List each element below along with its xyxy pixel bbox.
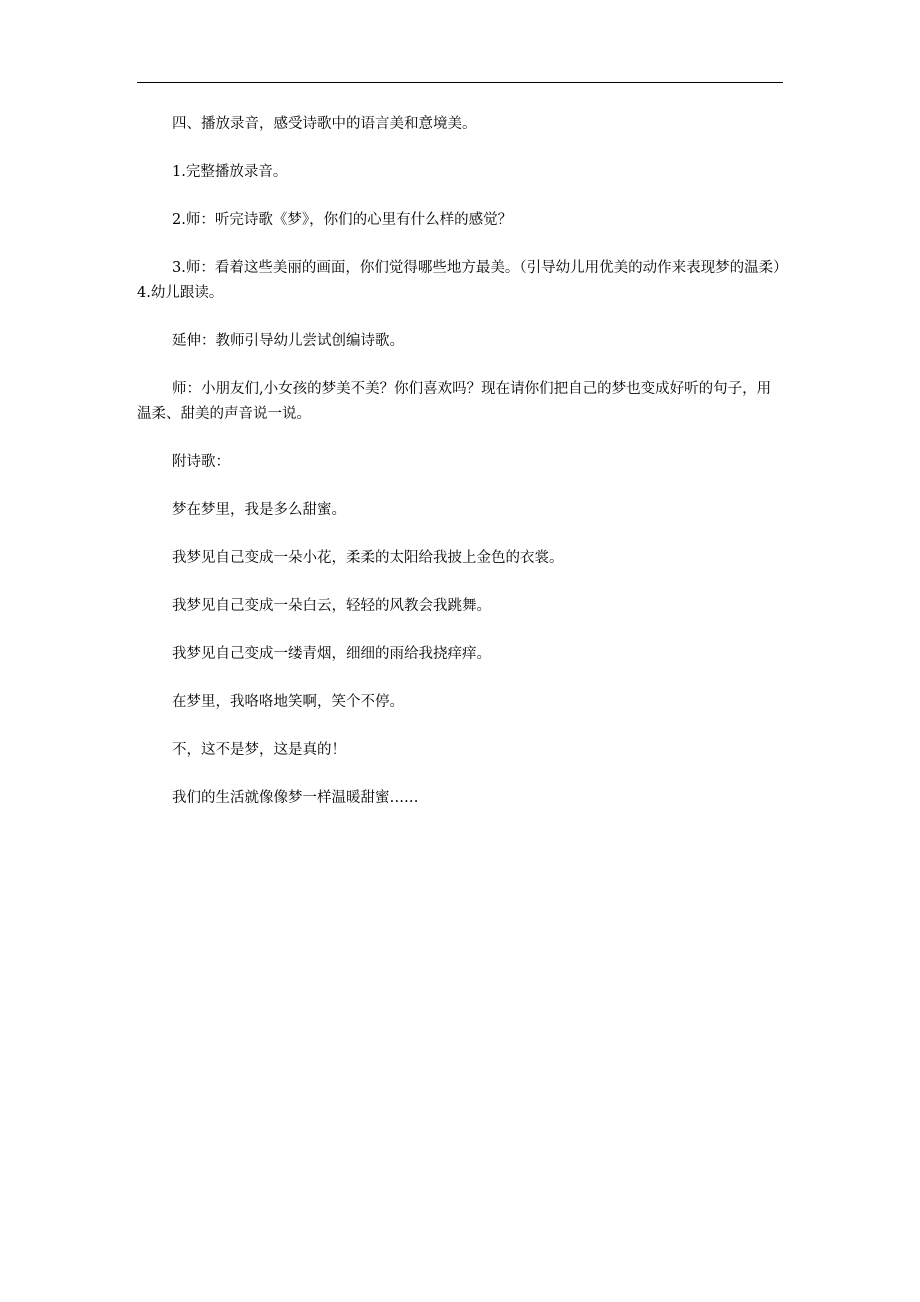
poem-line: 梦在梦里，我是多么甜蜜。: [172, 502, 346, 518]
poem-line: 我梦见自己变成一缕青烟，细细的雨给我挠痒痒。: [172, 646, 491, 662]
document-body: [137, 112, 783, 811]
header-rule: [137, 82, 783, 83]
poem-heading: 附诗歌：: [172, 454, 230, 470]
poem-line: 在梦里，我咯咯地笑啊，笑个不停。: [172, 694, 404, 710]
section-heading: 四、播放录音，感受诗歌中的语言美和意境美。: [172, 116, 477, 132]
step-paragraph: 2.师：听完诗歌《梦》，你们的心里有什么样的感觉？: [172, 212, 513, 228]
extension-paragraph: 延伸：教师引导幼儿尝试创编诗歌。: [172, 333, 404, 349]
poem-line: 不，这不是梦，这是真的！: [172, 742, 346, 758]
poem-line: 我梦见自己变成一朵小花，柔柔的太阳给我披上金色的衣裳。: [172, 550, 564, 566]
teacher-paragraph: 师：小朋友们,小女孩的梦美不美？你们喜欢吗？现在请你们把自己的梦也变成好听的句子，用温柔、甜美的声音说一说。: [137, 381, 772, 422]
step-paragraph: 3.师：看着这些美丽的画面，你们觉得哪些地方最美。（引导幼儿用优美的动作来表现梦的温柔）4.幼儿跟读。: [137, 260, 781, 301]
step-paragraph: 1.完整播放录音。: [172, 164, 288, 180]
poem-line: 我梦见自己变成一朵白云，轻轻的风教会我跳舞。: [172, 598, 491, 614]
poem-line: 我们的生活就像像梦一样温暖甜蜜……: [172, 790, 419, 806]
